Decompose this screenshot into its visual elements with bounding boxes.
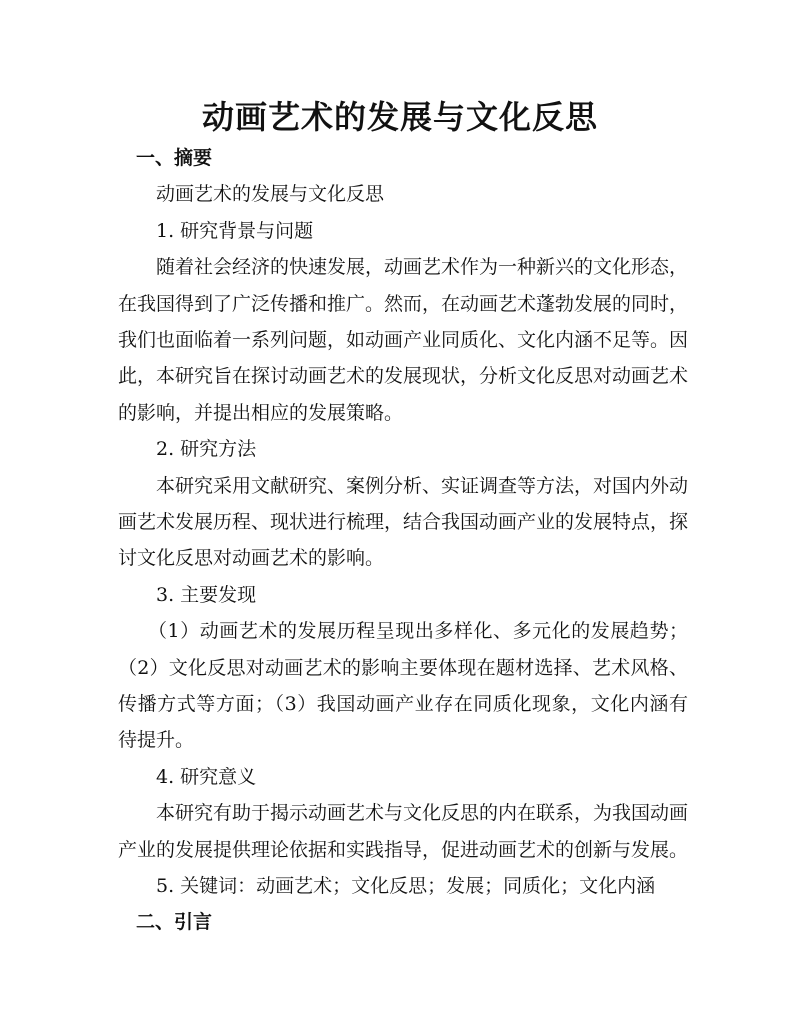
keywords-line: 5. 关键词：动画艺术；文化反思；发展；同质化；文化内涵 xyxy=(156,874,656,897)
findings-paragraph: （1）动画艺术的发展历程呈现出多样化、多元化的发展趋势；（2）文化反思对动画艺术的影响主要体现在题材选择、艺术风格、传播方式等方面；（3）我国动画产业存在同质化现象，文化内涵有待提升。 xyxy=(118,620,688,752)
introduction-heading: 二、引言 xyxy=(136,911,213,934)
document-title: 动画艺术的发展与文化反思 xyxy=(201,98,598,136)
significance-heading: 4. 研究意义 xyxy=(156,765,257,788)
background-paragraph: 随着社会经济的快速发展，动画艺术作为一种新兴的文化形态，在我国得到了广泛传播和推广。然而，在动画艺术蓬勃发展的同时，我们也面临着一系列问题，如动画产业同质化、文化内涵不足等。因此，本研究旨在探讨动画艺术的发展现状，分析文化反思对动画艺术的影响，并提出相应的发展策略。 xyxy=(118,256,689,424)
abstract-subtitle: 动画艺术的发展与文化反思 xyxy=(156,183,385,206)
document-body xyxy=(118,140,688,941)
significance-paragraph: 本研究有助于揭示动画艺术与文化反思的内在联系，为我国动画产业的发展提供理论依据和实践指导，促进动画艺术的创新与发展。 xyxy=(118,802,689,861)
methods-paragraph: 本研究采用文献研究、案例分析、实证调查等方法，对国内外动画艺术发展历程、现状进行梳理，结合我国动画产业的发展特点，探讨文化反思对动画艺术的影响。 xyxy=(118,474,689,570)
findings-heading: 3. 主要发现 xyxy=(156,583,257,606)
background-heading: 1. 研究背景与问题 xyxy=(156,219,314,242)
methods-heading: 2. 研究方法 xyxy=(156,438,257,461)
abstract-heading: 一、摘要 xyxy=(136,147,213,169)
